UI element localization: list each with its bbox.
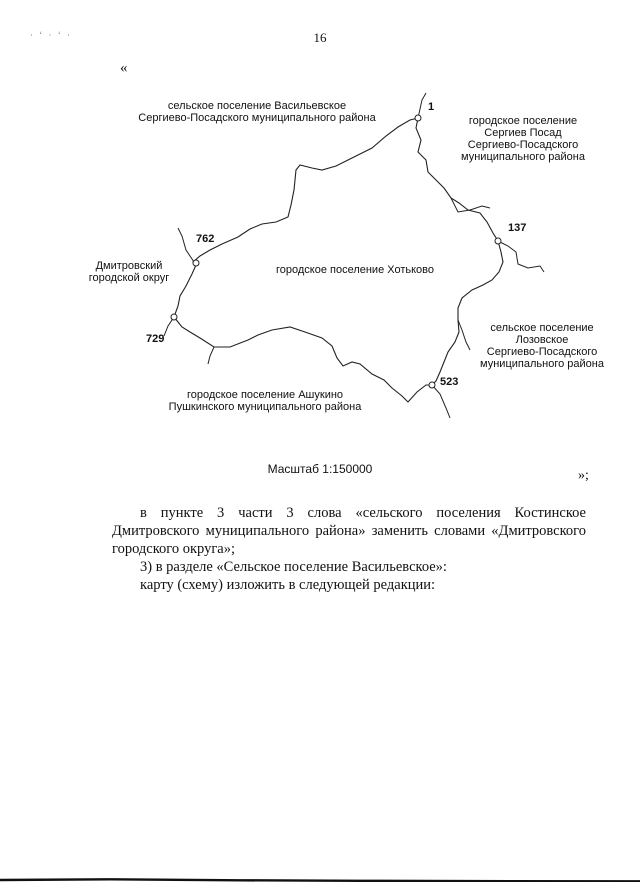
boundary-east-137 [498, 241, 544, 272]
page-number: 16 [313, 30, 327, 45]
label-dmitrovsky: Дмитровский городской округ [88, 260, 170, 284]
point-label-523: 523 [440, 376, 459, 388]
point-label-729: 729 [146, 333, 165, 345]
boundary-south-east [432, 385, 450, 418]
label-ashukino: городское поселение Ашукино Пушкинского муниципального района [168, 389, 362, 413]
label-vasilevskoe: сельское поселение Васильевское Сергиево-Посадского муниципального района [138, 100, 376, 124]
closing-quote: »; [578, 468, 589, 483]
paragraph-section-3: 3) в разделе «Сельское поселение Васильевское»: [140, 559, 447, 575]
scan-specks: · ‘ · ʻ · [30, 30, 72, 40]
paragraph-map-intro: карту (схему) изложить в следующей редакции: [140, 577, 436, 593]
label-lozovskoe: сельское поселение Лозовское Сергиево-Посадского муниципального района [480, 322, 604, 370]
point-label-1: 1 [428, 101, 435, 113]
point-label-137: 137 [508, 222, 527, 234]
point-marker-523 [429, 382, 435, 388]
boundary-north-east [418, 93, 426, 118]
point-marker-762 [193, 260, 199, 266]
scan-bottom-edge [0, 878, 640, 882]
paragraph-amendment: в пункте 3 части 3 слова «сельского поселения Костинское Дмитровского муниципального района» заменить словами «Дмитровского городского округа»; [112, 505, 586, 557]
point-label-762: 762 [196, 233, 215, 245]
point-marker-137 [495, 238, 501, 244]
boundary-south-west [208, 347, 214, 364]
label-hotkovo: городское поселение Хотьково [275, 264, 435, 276]
point-marker-729 [171, 314, 177, 320]
boundary-east-upper [451, 198, 490, 212]
label-sergiev-posad: городское поселение Сергиев Посад Сергиево-Посадского муниципального района [461, 115, 585, 163]
opening-quote: « [120, 60, 128, 76]
map-scale: Масштаб 1:150000 [267, 462, 373, 476]
point-marker-1 [415, 115, 421, 121]
